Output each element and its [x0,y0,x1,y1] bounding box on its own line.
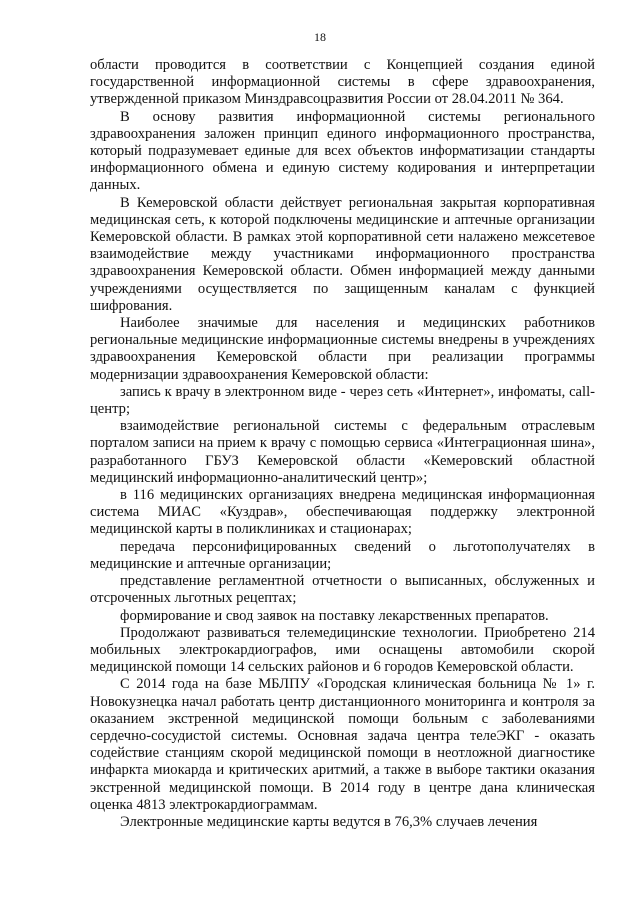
list-item-electronic-appointment: запись к врачу в электронном виде - через сеть «Интернет», инфоматы, call-центр; [90,383,595,418]
paragraph-tele-ecg-center: С 2014 года на базе МБЛПУ «Городская клиническая больница № 1» г. Новокузнецка начал работать центр дистанционного мониторинга и контроля за оказанием экстренной медицинской помощи больным с заболеваниями сердечно-сосудистой системы. Основная задача центра телеЭКГ - оказать содействие станциям скорой медицинской помощи в неотложной диагностике инфаркта миокарда и критических аритмий, а также в выборе тактики оказания экстренной медицинской помощи. В 2014 году в центре дана клиническая оценка 4813 электрокардиограммам. [90,676,595,813]
paragraph-electronic-records: Электронные медицинские карты ведутся в 76,3% случаев лечения [120,813,538,830]
paragraph-corporate-network: В Кемеровской области действует региональная закрытая корпоративная медицинская сеть, к которой подключены медицинские и аптечные организации Кемеровской области. В рамках этой корпоративной сети налажено межсетевое взаимодействие между участниками информационного пространства здравоохранения Кемеровской области. Обмен информацией между данными учреждениями осуществляется по защищенным каналам с функцией шифрования. [90,194,595,314]
paragraph-regional-systems: Наиболее значимые для населения и медицинских работников региональные медицинские информационные системы внедрены в учреждениях здравоохранения Кемеровской области при реализации программы модернизации здравоохранения Кемеровской области: [90,315,595,383]
page-number: 18 [314,30,326,44]
list-item-mias-kuzdrav: в 116 медицинских организациях внедрена медицинская информационная система МИАС «Куздрав», обеспечивающая поддержку электронной медицинской карты в поликлиниках и стационарах; [90,487,595,538]
document-body [90,57,595,831]
paragraph-telemedicine: Продолжают развиваться телемедицинские технологии. Приобретено 214 мобильных электрокардиографов, ими оснащены автомобили скорой медицинской помощи 14 сельских районов и 6 городов Кемеровской области. [90,624,595,676]
paragraph-continuation: области проводится в соответствии с Концепцией создания единой государственной информационной системы в сфере здравоохранения, утвержденной приказом Минздравсоцразвития России от 28.04.2011 № 364. [90,57,595,108]
paragraph-unified-info-space: В основу развития информационной системы регионального здравоохранения заложен принцип единого информационного пространства, который подразумевает единые для всех объектов информатизации стандарты информационного обмена и единую систему кодирования и интерпретации данных. [90,108,595,194]
list-item-federal-portal: взаимодействие региональной системы с федеральным отраслевым порталом записи на прием к врачу с помощью сервиса «Интеграционная шина», разработанного ГБУЗ Кемеровской области «Кемеровский областной медицинский информационно-аналитический центр»; [90,418,595,486]
list-item-beneficiary-data: передача персонифицированных сведений о льготополучателях в медицинские и аптечные организации; [90,538,595,572]
list-item-prescription-reporting: представление регламентной отчетности о выписанных, обслуженных и отсроченных льготных рецептах; [90,573,595,607]
list-item-drug-orders: формирование и свод заявок на поставку лекарственных препаратов. [120,607,549,624]
